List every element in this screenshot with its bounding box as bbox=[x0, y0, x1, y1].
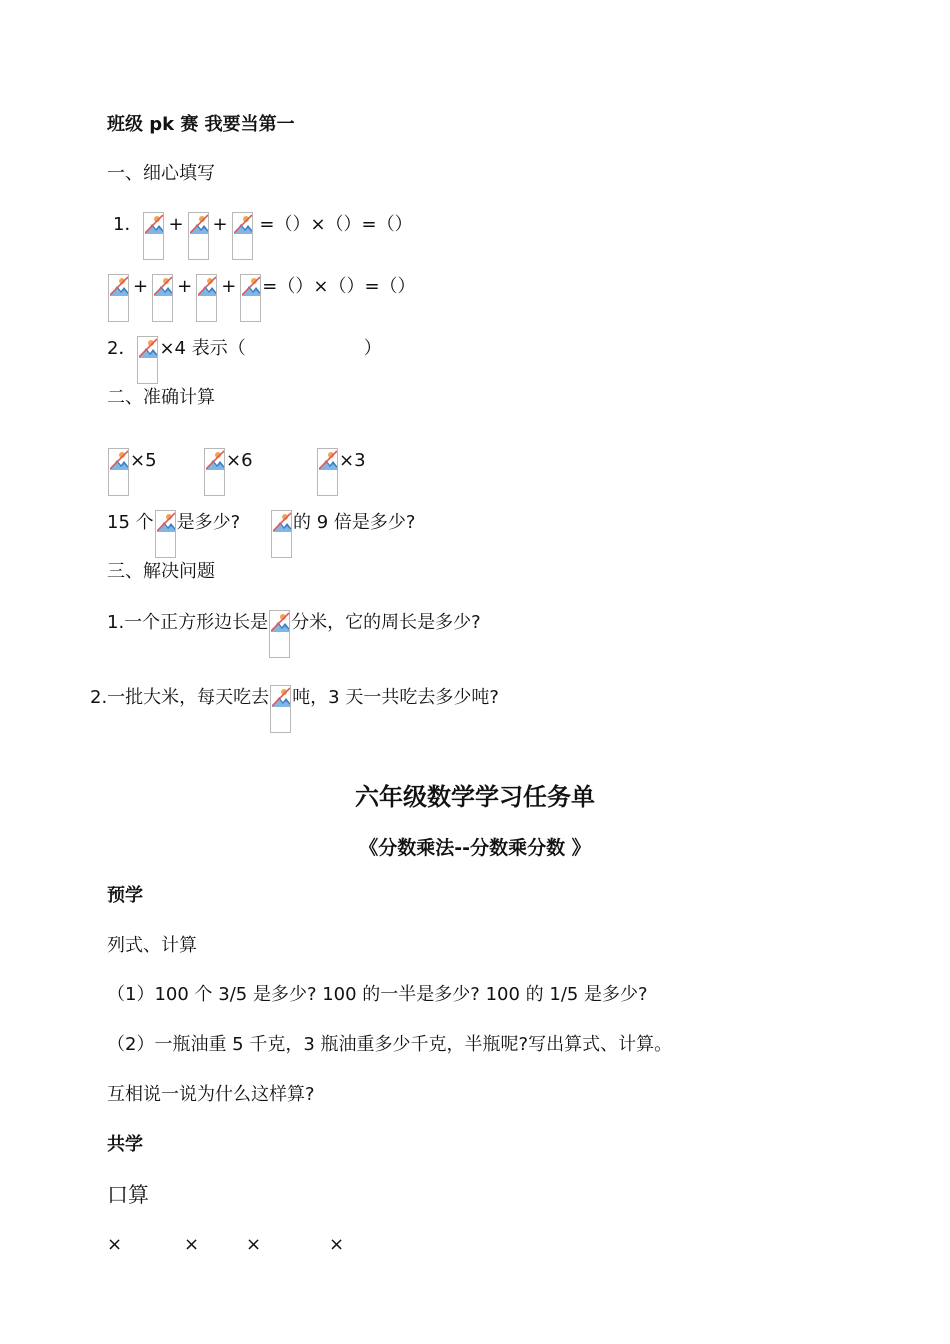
plus-sign: + bbox=[221, 276, 237, 297]
broken-image-icon bbox=[137, 336, 158, 384]
plus-sign: + bbox=[133, 276, 149, 297]
broken-image-icon bbox=[232, 212, 253, 260]
oral-times-1: × bbox=[107, 1234, 123, 1255]
word-question-15-a: 15 个 bbox=[107, 512, 154, 533]
plus-sign: + bbox=[168, 214, 184, 235]
broken-image-icon bbox=[155, 510, 176, 558]
section-1-heading: 一、细心填写 bbox=[107, 163, 215, 184]
equation-tail: =（）×（）=（） bbox=[262, 276, 416, 297]
question-2-text: ×4 表示（ bbox=[159, 338, 246, 359]
calc-item-3-text: ×3 bbox=[339, 450, 366, 471]
preview-item-2: （2）一瓶油重 5 千克，3 瓶油重多少千克，半瓶呢?写出算式、计算。 bbox=[107, 1034, 673, 1055]
broken-image-icon bbox=[143, 212, 164, 260]
broken-image-icon bbox=[108, 448, 129, 496]
list-calc-heading: 列式、计算 bbox=[107, 935, 197, 956]
task-sheet-title: 六年级数学学习任务单 bbox=[355, 783, 595, 811]
discuss-text: 互相说一说为什么这样算? bbox=[107, 1084, 315, 1105]
colearn-heading: 共学 bbox=[107, 1134, 143, 1155]
question-2-close: ） bbox=[363, 338, 382, 359]
oral-times-4: × bbox=[329, 1234, 345, 1255]
broken-image-icon bbox=[188, 212, 209, 260]
fill-line-2 bbox=[107, 274, 416, 322]
problem-2-b: 吨，3 天一共吃去多少吨? bbox=[292, 687, 499, 708]
task-sheet-subtitle: 《分数乘法--分数乘分数 》 bbox=[359, 837, 591, 859]
section-3-heading: 三、解决问题 bbox=[107, 561, 215, 582]
broken-image-icon bbox=[271, 510, 292, 558]
calc-item-1 bbox=[107, 448, 157, 496]
broken-image-icon bbox=[317, 448, 338, 496]
problem-1-b: 分米，它的周长是多少? bbox=[291, 612, 481, 633]
word-question-9-text: 的 9 倍是多少? bbox=[293, 512, 416, 533]
word-question-9 bbox=[270, 510, 415, 558]
broken-image-icon bbox=[270, 685, 291, 733]
broken-image-icon bbox=[196, 274, 217, 322]
equation-tail: =（）×（）=（） bbox=[259, 214, 413, 235]
oral-calc-heading: 口算 bbox=[107, 1183, 149, 1207]
word-question-15-b: 是多少? bbox=[176, 512, 241, 533]
word-question-15 bbox=[107, 510, 240, 558]
calc-item-3 bbox=[316, 448, 366, 496]
broken-image-icon bbox=[269, 610, 290, 658]
plus-sign: + bbox=[177, 276, 193, 297]
problem-1 bbox=[107, 610, 481, 658]
section-2-heading: 二、准确计算 bbox=[107, 387, 215, 408]
question-2 bbox=[107, 336, 382, 384]
problem-1-a: 1.一个正方形边长是 bbox=[107, 612, 269, 633]
problem-2-a: 2.一批大米，每天吃去 bbox=[90, 687, 270, 708]
calc-item-2 bbox=[203, 448, 253, 496]
preview-heading: 预学 bbox=[107, 885, 143, 906]
calc-item-1-text: ×5 bbox=[130, 450, 157, 471]
broken-image-icon bbox=[204, 448, 225, 496]
part1-title: 班级 pk 赛 我要当第一 bbox=[107, 114, 295, 135]
problem-2 bbox=[90, 685, 499, 733]
oral-times-3: × bbox=[246, 1234, 262, 1255]
broken-image-icon bbox=[240, 274, 261, 322]
broken-image-icon bbox=[108, 274, 129, 322]
plus-sign: + bbox=[212, 214, 228, 235]
question-2-label: 2． bbox=[107, 338, 137, 359]
preview-item-1: （1）100 个 3/5 是多少? 100 的一半是多少? 100 的 1/5 是多少? bbox=[107, 984, 648, 1005]
broken-image-icon bbox=[152, 274, 173, 322]
fill-line-1 bbox=[113, 212, 413, 260]
question-1-label: 1． bbox=[113, 214, 143, 235]
calc-item-2-text: ×6 bbox=[226, 450, 253, 471]
oral-times-2: × bbox=[184, 1234, 200, 1255]
